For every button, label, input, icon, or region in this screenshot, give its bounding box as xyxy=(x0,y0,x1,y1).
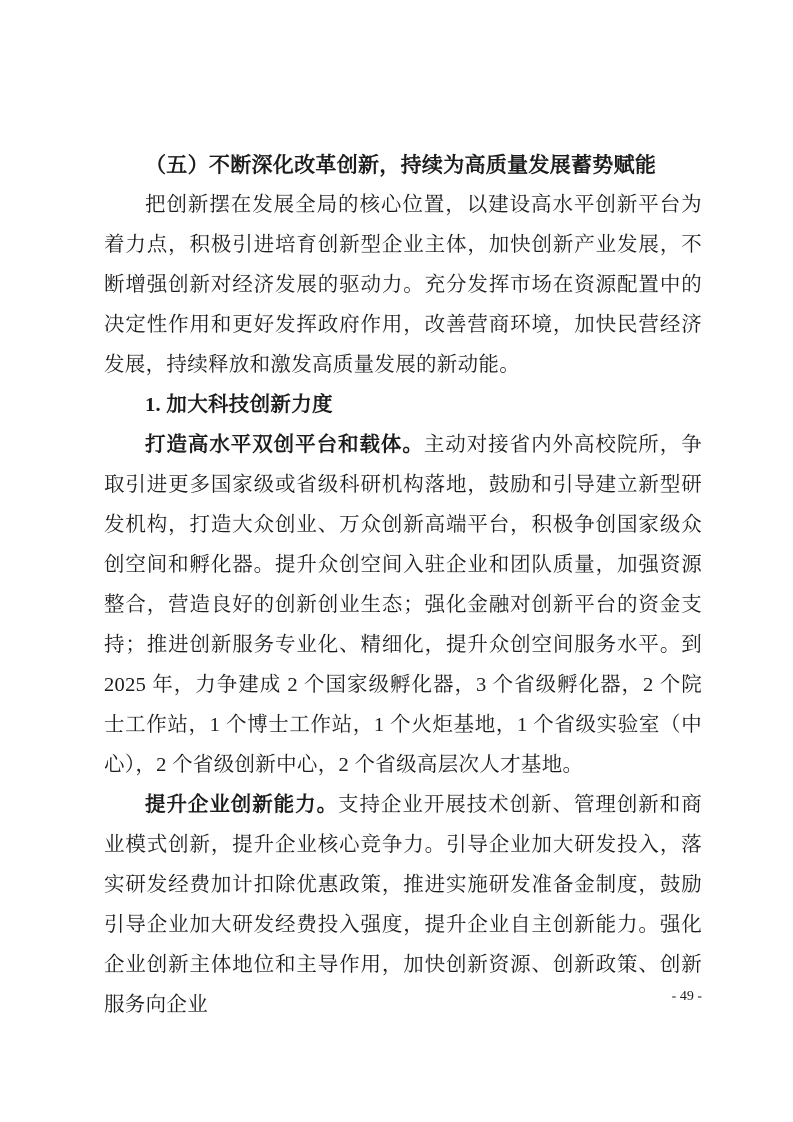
paragraph-platforms xyxy=(104,425,702,785)
document-content xyxy=(104,145,702,1025)
paragraph-intro: 把创新摆在发展全局的核心位置，以建设高水平创新平台为着力点，积极引进培育创新型企业主体，加快创新产业发展，不断增强创新对经济发展的驱动力。充分发挥市场在资源配置中的决定性作用和更好发挥政府作用，改善营商环境，加快民营经济发展，持续释放和激发高质量发展的新动能。 xyxy=(104,194,702,376)
section-title: （五）不断深化改革创新，持续为高质量发展蓄势赋能 xyxy=(145,153,657,177)
paragraph-enterprise-lead: 提升企业创新能力。 xyxy=(145,794,339,816)
paragraph-platforms-body: 主动对接省内外高校院所，争取引进更多国家级或省级科研机构落地，鼓励和引导建立新型研发机构，打造大众创业、万众创新高端平台，积极争创国家级众创空间和孵化器。提升众创空间入驻企业和团队质量，加强资源整合，营造良好的创新创业生态；强化金融对创新平台的资金支持；推进创新服务专业化、精细化，提升众创空间服务水平。到 2025 年，力争建成 2 个国家级孵化器，3 个省级孵化器，2 个院士工作站，1 个博士工作站，1 个火炬基地，1 个省级实验室（中心），2 个省级创新中心，2 个省级高层次人才基地。 xyxy=(104,434,702,776)
paragraph-enterprise-body: 支持企业开展技术创新、管理创新和商业模式创新，提升企业核心竞争力。引导企业加大研发投入，落实研发经费加计扣除优惠政策，推进实施研发准备金制度，鼓励引导企业加大研发经费投入强度，提升企业自主创新能力。强化企业创新主体地位和主导作用，加快创新资源、创新政策、创新服务向企业 xyxy=(104,794,702,1016)
paragraph-platforms-lead: 打造高水平双创平台和载体。 xyxy=(145,434,424,456)
numbered-heading: 1. 加大科技创新力度 xyxy=(145,394,333,416)
page-number: - 49 - xyxy=(671,989,702,1004)
